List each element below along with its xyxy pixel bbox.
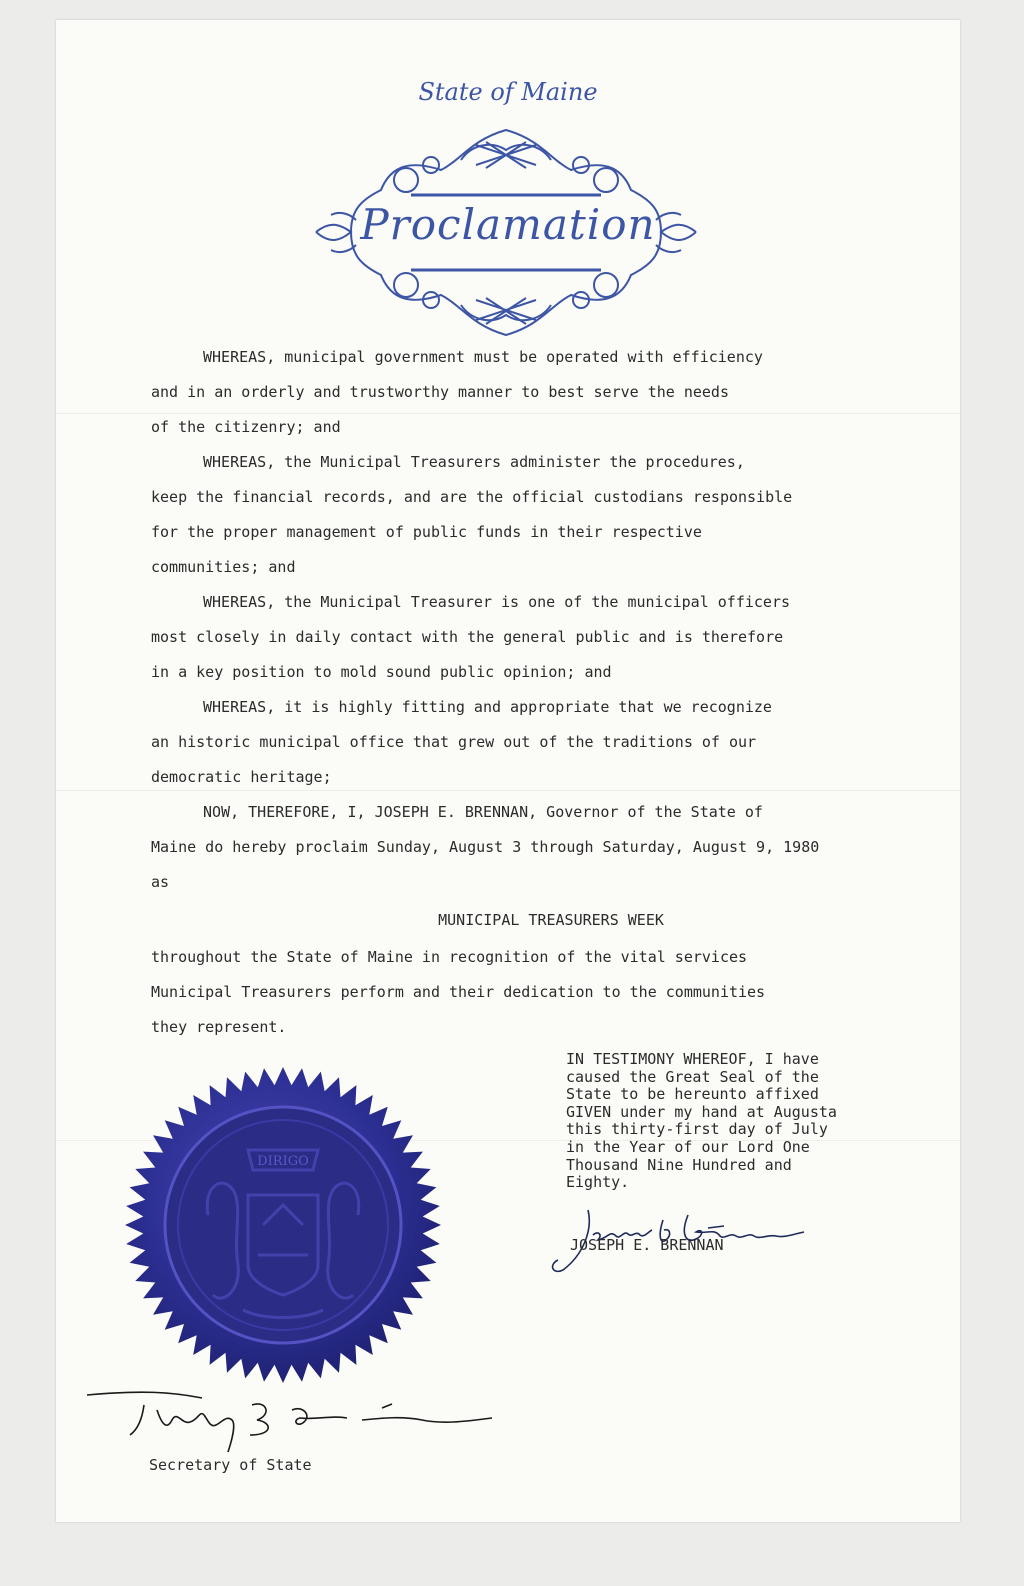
seal-motto: DIRIGO: [257, 1154, 309, 1169]
testimony-block: IN TESTIMONY WHEREOF, I have caused the Great Seal of the State to be hereunto affixed GIVEN under my hand at Augusta this thirty-first day of July in the Year of our Lord One Thousand Nine Hundred and Eighty.: [566, 1050, 837, 1192]
whereas-paragraph-1: WHEREAS, municipal government must be operated with efficiency and in an orderly and trustworthy manner to best serve the needs of the citizenry; and: [151, 348, 763, 436]
great-seal-of-maine: [123, 1065, 443, 1385]
closing-paragraph: throughout the State of Maine in recognition of the vital services Municipal Treasurers perform and their dedication to the communities they represent.: [151, 948, 766, 1036]
secretary-title: Secretary of State: [149, 1456, 312, 1474]
proclamation-document: [56, 20, 960, 1522]
whereas-paragraph-3: WHEREAS, the Municipal Treasurer is one of the municipal officers most closely in daily contact with the general public and is therefore in a key position to mold sound public opinion; and: [151, 593, 790, 681]
proclamation-body: [151, 340, 951, 1045]
whereas-paragraph-4: WHEREAS, it is highly fitting and appropriate that we recognize an historic municipal office that grew out of the traditions of our democratic heritage;: [151, 698, 772, 786]
proclamation-title: Proclamation: [360, 200, 656, 249]
therefore-paragraph: NOW, THEREFORE, I, JOSEPH E. BRENNAN, Governor of the State of Maine do hereby proclaim Sunday, August 3 through Saturday, August 9, 1980 as: [151, 803, 820, 891]
proclaimed-week-heading: MUNICIPAL TREASURERS WEEK: [438, 911, 664, 929]
governor-name: JOSEPH E. BRENNAN: [570, 1236, 724, 1254]
whereas-paragraph-2: WHEREAS, the Municipal Treasurers administer the procedures, keep the financial records, and are the official custodians responsible for the proper management of public funds in their respective communities; and: [151, 453, 793, 576]
state-heading: State of Maine: [418, 78, 598, 106]
secretary-signature: [82, 1380, 502, 1460]
